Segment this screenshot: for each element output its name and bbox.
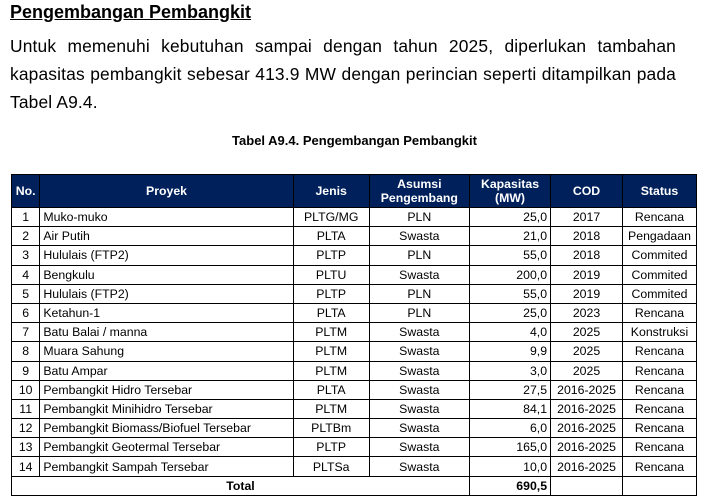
cell-cod: 2025 (551, 323, 623, 342)
cell-jenis: PLTA (293, 380, 369, 399)
cell-proyek: Air Putih (40, 227, 293, 246)
cell-pengembang: PLN (369, 208, 469, 227)
cell-status: Rencana (622, 361, 696, 380)
cell-cod: 2016-2025 (551, 399, 623, 418)
cell-no: 4 (12, 265, 40, 284)
table-row (12, 457, 697, 476)
cell-no: 1 (12, 208, 40, 227)
cell-no: 13 (12, 438, 40, 457)
total-row (12, 476, 697, 495)
cell-status: Rencana (622, 399, 696, 418)
cell-proyek: Pembangkit Hidro Tersebar (40, 380, 293, 399)
cell-proyek: Batu Balai / manna (40, 323, 293, 342)
cell-kapasitas: 25,0 (469, 303, 550, 322)
cell-status: Commited (622, 265, 696, 284)
cell-jenis: PLTU (293, 265, 369, 284)
cell-no: 10 (12, 380, 40, 399)
cell-proyek: Pembangkit Sampah Tersebar (40, 457, 293, 476)
cell-pengembang: PLN (369, 303, 469, 322)
section-heading: Pengembangan Pembangkit (10, 2, 252, 22)
table-body (12, 208, 697, 477)
cell-status: Commited (622, 284, 696, 303)
cell-cod: 2025 (551, 361, 623, 380)
cell-no: 11 (12, 399, 40, 418)
cell-no: 2 (12, 227, 40, 246)
cell-cod: 2019 (551, 284, 623, 303)
cell-jenis: PLTBm (293, 419, 369, 438)
power-plant-table (11, 174, 697, 496)
cell-proyek: Ketahun-1 (40, 303, 293, 322)
cell-jenis: PLTM (293, 361, 369, 380)
intro-paragraph: Untuk memenuhi kebutuhan sampai dengan tahun 2025, diperlukan tambahan kapasitas pembangkit sebesar 413.9 MW dengan perincian seperti ditampilkan pada Tabel A9.4. (10, 36, 676, 112)
cell-cod: 2016-2025 (551, 438, 623, 457)
cell-pengembang: PLN (369, 284, 469, 303)
col-header-no: No. (12, 175, 40, 208)
cell-no: 7 (12, 323, 40, 342)
col-header-jenis: Jenis (293, 175, 369, 208)
table-row (12, 303, 697, 322)
cell-jenis: PLTM (293, 342, 369, 361)
cell-jenis: PLTSa (293, 457, 369, 476)
table-row (12, 208, 697, 227)
cell-kapasitas: 200,0 (469, 265, 550, 284)
cell-proyek: Bengkulu (40, 265, 293, 284)
cell-kapasitas: 9,9 (469, 342, 550, 361)
cell-status: Rencana (622, 342, 696, 361)
cell-jenis: PLTP (293, 246, 369, 265)
cell-pengembang: Swasta (369, 457, 469, 476)
cell-proyek: Pembangkit Minihidro Tersebar (40, 399, 293, 418)
col-header-proyek: Proyek (40, 175, 293, 208)
cell-status: Rencana (622, 303, 696, 322)
table-header-row (12, 175, 697, 208)
total-value: 690,5 (469, 476, 550, 495)
cell-jenis: PLTA (293, 303, 369, 322)
cell-kapasitas: 4,0 (469, 323, 550, 342)
cell-kapasitas: 55,0 (469, 246, 550, 265)
cell-no: 12 (12, 419, 40, 438)
cell-pengembang: Swasta (369, 265, 469, 284)
cell-kapasitas: 27,5 (469, 380, 550, 399)
cell-proyek: Pembangkit Biomass/Biofuel Tersebar (40, 419, 293, 438)
cell-cod: 2018 (551, 246, 623, 265)
cell-no: 3 (12, 246, 40, 265)
col-header-cod: COD (551, 175, 623, 208)
cell-no: 5 (12, 284, 40, 303)
total-label: Total (12, 476, 470, 495)
cell-no: 9 (12, 361, 40, 380)
cell-pengembang: Swasta (369, 227, 469, 246)
cell-pengembang: Swasta (369, 323, 469, 342)
cell-jenis: PLTA (293, 227, 369, 246)
cell-no: 8 (12, 342, 40, 361)
cell-status: Rencana (622, 419, 696, 438)
table-row (12, 227, 697, 246)
table-caption: Tabel A9.4. Pengembangan Pembangkit (232, 133, 477, 148)
cell-kapasitas: 165,0 (469, 438, 550, 457)
cell-pengembang: Swasta (369, 419, 469, 438)
total-empty-cod (551, 476, 623, 495)
cell-proyek: Pembangkit Geotermal Tersebar (40, 438, 293, 457)
cell-status: Rencana (622, 457, 696, 476)
cell-cod: 2016-2025 (551, 380, 623, 399)
cell-cod: 2017 (551, 208, 623, 227)
cell-kapasitas: 6,0 (469, 419, 550, 438)
cell-kapasitas: 10,0 (469, 457, 550, 476)
cell-pengembang: Swasta (369, 399, 469, 418)
cell-proyek: Muara Sahung (40, 342, 293, 361)
table-row (12, 284, 697, 303)
cell-cod: 2025 (551, 342, 623, 361)
table-row (12, 361, 697, 380)
cell-jenis: PLTP (293, 284, 369, 303)
cell-cod: 2019 (551, 265, 623, 284)
cell-proyek: Muko-muko (40, 208, 293, 227)
cell-kapasitas: 25,0 (469, 208, 550, 227)
cell-status: Rencana (622, 380, 696, 399)
cell-pengembang: PLN (369, 246, 469, 265)
cell-proyek: Batu Ampar (40, 361, 293, 380)
total-empty-status (622, 476, 696, 495)
cell-pengembang: Swasta (369, 342, 469, 361)
col-header-status: Status (622, 175, 696, 208)
table-row (12, 323, 697, 342)
cell-status: Rencana (622, 208, 696, 227)
cell-jenis: PLTM (293, 399, 369, 418)
cell-kapasitas: 21,0 (469, 227, 550, 246)
table-row (12, 438, 697, 457)
cell-no: 6 (12, 303, 40, 322)
cell-cod: 2023 (551, 303, 623, 322)
cell-pengembang: Swasta (369, 361, 469, 380)
col-header-kapasitas: Kapasitas (MW) (469, 175, 550, 208)
table-row (12, 419, 697, 438)
cell-proyek: Hululais (FTP2) (40, 284, 293, 303)
cell-kapasitas: 55,0 (469, 284, 550, 303)
table-row (12, 342, 697, 361)
cell-cod: 2018 (551, 227, 623, 246)
cell-kapasitas: 84,1 (469, 399, 550, 418)
table-row (12, 265, 697, 284)
cell-status: Rencana (622, 438, 696, 457)
cell-status: Konstruksi (622, 323, 696, 342)
cell-cod: 2016-2025 (551, 457, 623, 476)
cell-cod: 2016-2025 (551, 419, 623, 438)
cell-proyek: Hululais (FTP2) (40, 246, 293, 265)
col-header-pengembang: Asumsi Pengembang (369, 175, 469, 208)
table-row (12, 399, 697, 418)
cell-status: Commited (622, 246, 696, 265)
cell-jenis: PLTP (293, 438, 369, 457)
cell-jenis: PLTG/MG (293, 208, 369, 227)
cell-pengembang: Swasta (369, 438, 469, 457)
cell-status: Pengadaan (622, 227, 696, 246)
cell-kapasitas: 3,0 (469, 361, 550, 380)
cell-pengembang: Swasta (369, 380, 469, 399)
cell-no: 14 (12, 457, 40, 476)
cell-jenis: PLTM (293, 323, 369, 342)
table-row (12, 246, 697, 265)
table-row (12, 380, 697, 399)
